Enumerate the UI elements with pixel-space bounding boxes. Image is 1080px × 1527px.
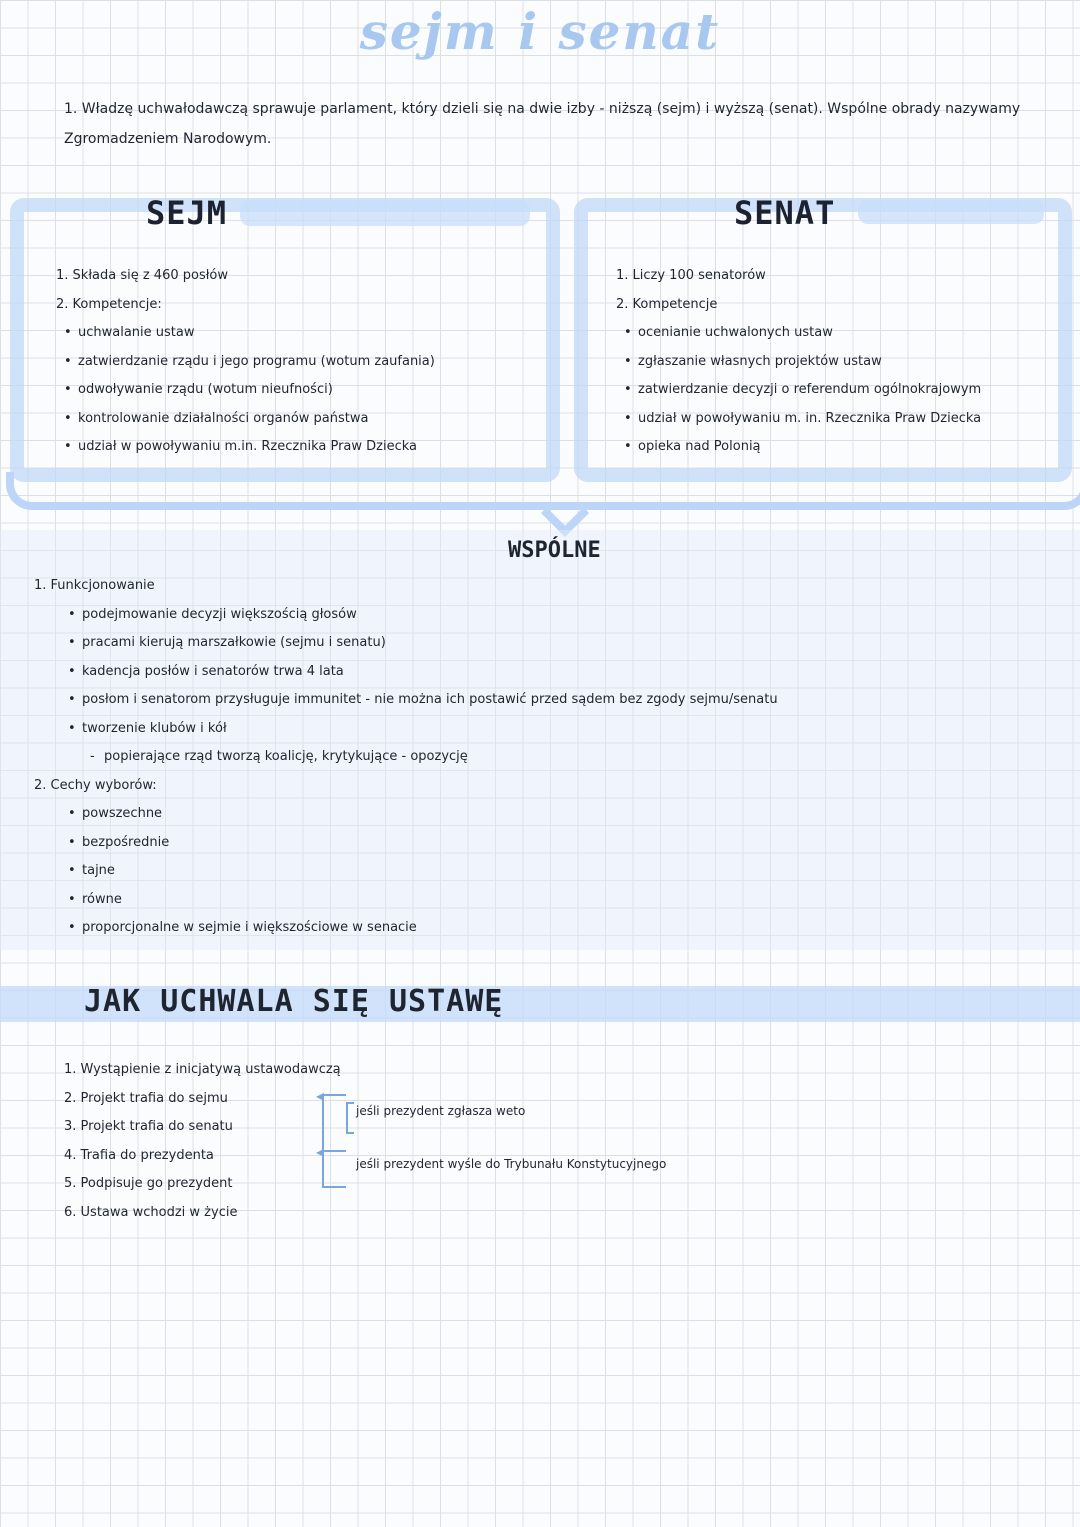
list-item: • kadencja posłów i senatorów trwa 4 lata (60, 658, 1044, 687)
wspolne-list-1 (34, 572, 1044, 601)
senat-heading-highlight (858, 200, 1044, 224)
senat-item-size: 1. Liczy 100 senatorów (616, 268, 766, 283)
list-item: • zatwierdzanie decyzji o referendum ogólnokrajowym (616, 376, 1056, 405)
procedure-step: 2. Projekt trafia do sejmu (64, 1090, 228, 1106)
list-item-sub: - popierające rząd tworzą koalicję, krytykujące - opozycję (60, 743, 1044, 772)
senat-list (616, 262, 1056, 319)
list-item: • pracami kierują marszałkowie (sejmu i senatu) (60, 629, 1044, 658)
wspolne-list-2 (34, 772, 1044, 801)
brace-decoration (6, 472, 1080, 510)
intro-paragraph: 1. Władzę uchwałodawczą sprawuje parlament, który dzieli się na dwie izby - niższą (sejm) i wyższą (senat). Wspólne obrady nazywamy Zgromadzeniem Narodowym. (64, 101, 1021, 147)
procedure-step: 5. Podpisuje go prezydent (64, 1176, 233, 1191)
procedure-heading: JAK UCHWALA SIĘ USTAWĘ (84, 984, 504, 1019)
veto-note: jeśli prezydent zgłasza weto (356, 1104, 526, 1118)
procedure-step: 6. Ustawa wchodzi w życie (64, 1204, 238, 1220)
list-item: • udział w powoływaniu m. in. Rzecznika Praw Dziecka (616, 405, 1056, 434)
tribunal-arrow (322, 1150, 346, 1188)
wspolne-elections (34, 800, 1044, 943)
list-item: • zgłaszanie własnych projektów ustaw (616, 348, 1056, 377)
sejm-competences (56, 319, 526, 462)
list-item: • zatwierdzanie rządu i jego programu (wotum zaufania) (56, 348, 526, 377)
list-item: • powszechne (60, 800, 1044, 829)
senat-heading: SENAT (734, 194, 836, 232)
sejm-heading-highlight (240, 200, 530, 226)
wspolne-item-elections: 2. Cechy wyborów: (34, 777, 157, 793)
procedure-step: 3. Projekt trafia do senatu (64, 1119, 233, 1134)
list-item: • odwoływanie rządu (wotum nieufności) (56, 376, 526, 405)
wspolne-functioning (34, 601, 1044, 772)
list-item: • udział w powoływaniu m.in. Rzecznika Praw Dziecka (56, 433, 526, 462)
sejm-content (56, 262, 526, 462)
list-item: • kontrolowanie działalności organów państwa (56, 405, 526, 434)
list-item: • tajne (60, 857, 1044, 886)
page-title: sejm i senat (359, 2, 721, 61)
senat-competences (616, 319, 1056, 462)
list-item: • ocenianie uchwalonych ustaw (616, 319, 1056, 348)
wspolne-heading: WSPÓLNE (508, 538, 601, 563)
tribunal-note: jeśli prezydent wyśle do Trybunału Konstytucyjnego (356, 1157, 667, 1171)
sejm-item-size: 1. Składa się z 460 posłów (56, 268, 229, 283)
procedure-step: 4. Trafia do prezydenta (64, 1147, 214, 1163)
sejm-list (56, 262, 526, 319)
veto-arrow (322, 1094, 346, 1152)
sejm-heading: SEJM (146, 194, 228, 232)
veto-arrow-head-icon: ◂ (316, 1086, 325, 1105)
senat-item-competences: 2. Kompetencje (616, 296, 718, 312)
list-item: • bezpośrednie (60, 829, 1044, 858)
list-item: • opieka nad Polonią (616, 433, 1056, 462)
list-item: • proporcjonalne w sejmie i większościowe w senacie (60, 914, 1044, 943)
senat-content (616, 262, 1056, 462)
wspolne-item-functioning: 1. Funkcjonowanie (34, 578, 155, 593)
sejm-item-competences: 2. Kompetencje: (56, 296, 162, 312)
list-item: • posłom i senatorom przysługuje immunitet - nie można ich postawić przed sądem bez zgody sejmu/senatu (60, 686, 1044, 715)
wspolne-content (34, 572, 1044, 943)
list-item: • uchwalanie ustaw (56, 319, 526, 348)
procedure-step: 1. Wystąpienie z inicjatywą ustawodawczą (64, 1062, 341, 1077)
list-item: • równe (60, 886, 1044, 915)
list-item: • podejmowanie decyzji większością głosów (60, 601, 1044, 630)
veto-bracket (346, 1102, 354, 1134)
list-item: • tworzenie klubów i kół (60, 715, 1044, 744)
tribunal-arrow-head-icon: ◂ (316, 1142, 325, 1161)
